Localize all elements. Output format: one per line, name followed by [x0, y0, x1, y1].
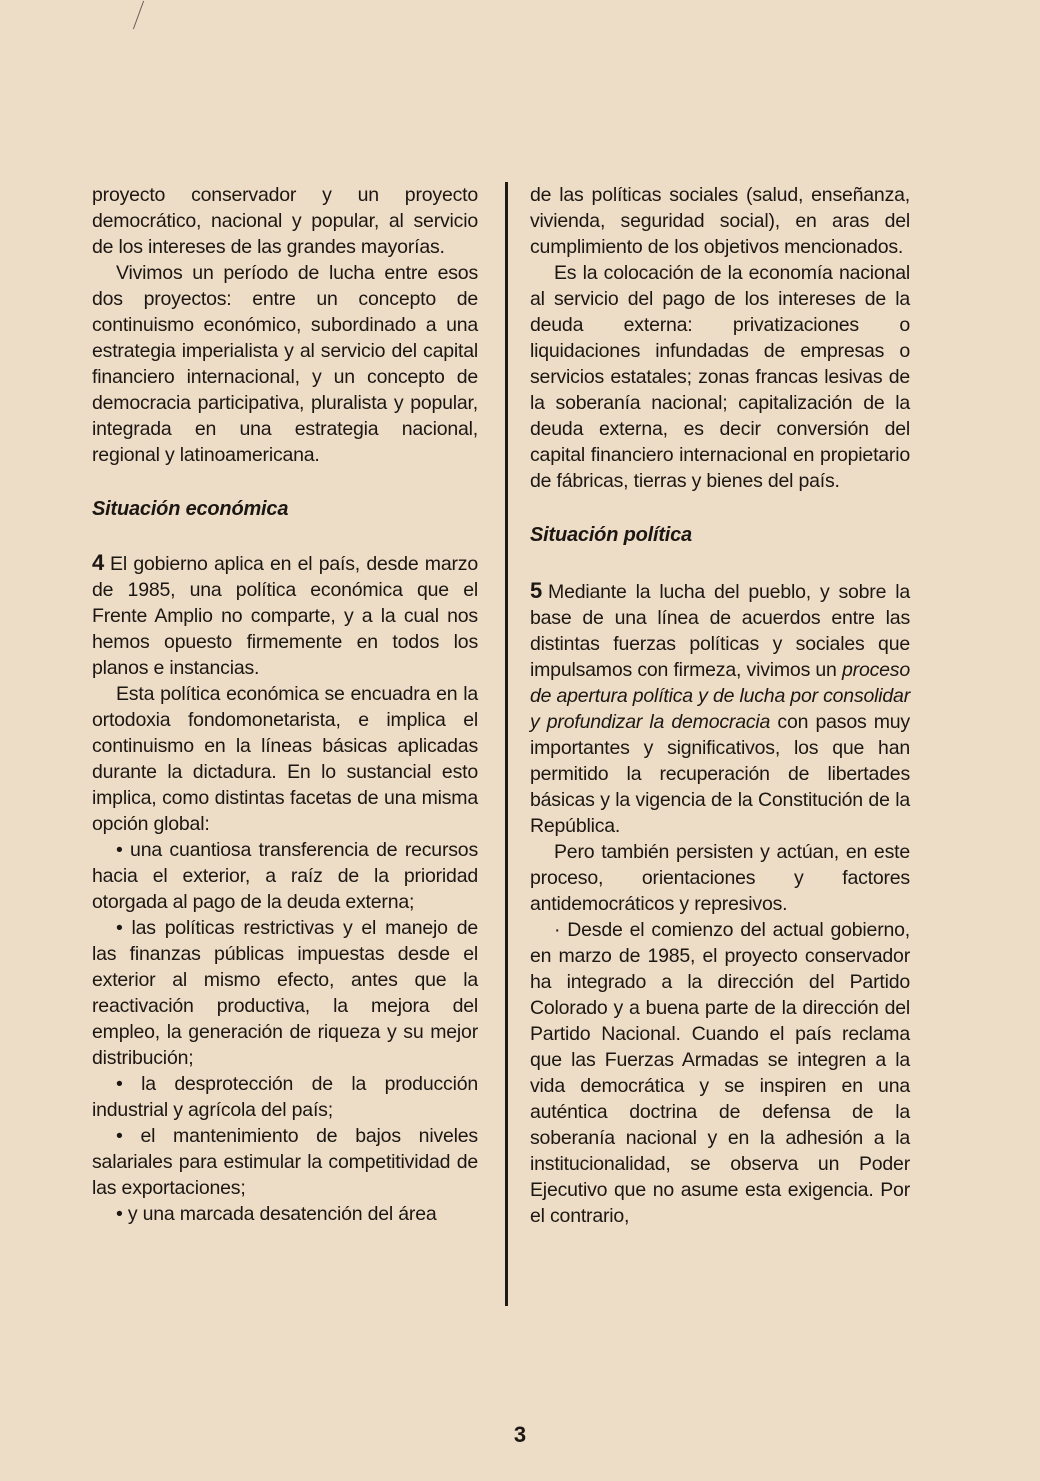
- left-paragraph-3: [92, 550, 478, 681]
- section-number-5: 5: [530, 578, 543, 603]
- right-paragraph-3-italic: proceso de apertura política y de lucha por consolidar y profundizar la democracia: [530, 659, 911, 733]
- pen-mark: [133, 1, 144, 30]
- right-paragraph-3-text-b: con pasos muy importantes y significativos, los que han permitido la recuperación de libertades básicas y la vigencia de la Constitución de la República.: [530, 711, 910, 837]
- right-column: [530, 182, 910, 1229]
- bullet-item-2: • las políticas restrictivas y el manejo de las finanzas públicas impuestas desde el exterior al mismo efecto, antes que la reactivación productiva, la mejora del empleo, la generación de riqueza y su mejor distribución;: [92, 917, 478, 1069]
- bullet-item-5: • y una marcada desatención del área: [116, 1203, 437, 1225]
- section-heading-political: Situación política: [530, 524, 692, 546]
- left-paragraph-4: Esta política económica se encuadra en la ortodoxia fondomonetarista, e implica el continuismo en la líneas básicas aplicadas durante la dictadura. En lo sustancial esto implica, como distintas facetas de una misma opción global:: [92, 683, 478, 835]
- column-divider: [505, 182, 508, 1306]
- right-paragraph-1: de las políticas sociales (salud, enseñanza, vivienda, seguridad social), en aras del cumplimiento de los objetivos mencionados.: [530, 184, 910, 258]
- bullet-item-3: • la desprotección de la producción industrial y agrícola del país;: [92, 1073, 478, 1121]
- right-paragraph-2: Es la colocación de la economía nacional al servicio del pago de los intereses de la deuda externa: privatizaciones o liquidaciones infundadas de empresas o servicios estatales; zonas francas lesivas de la soberanía nacional; capitalización de la deuda externa, es decir conversión del capital financiero internacional en propietario de fábricas, tierras y bienes del país.: [530, 262, 910, 492]
- right-paragraph-5: · Desde el comienzo del actual gobierno, en marzo de 1985, el proyecto conservador ha integrado a la dirección del Partido Colorado y a buena parte de la dirección del Partido Nacional. Cuando el país reclama que las Fuerzas Armadas se integren a la vida democrática y se inspiren en una auténtica doctrina de defensa de la soberanía nacional y en la adhesión a la institucionalidad, se observa un Poder Ejecutivo que no asume esta exigencia. Por el contrario,: [530, 919, 910, 1227]
- bullet-item-1: • una cuantiosa transferencia de recursos hacia el exterior, a raíz de la prioridad otorgada al pago de la deuda externa;: [92, 839, 478, 913]
- bullet-item-4: • el mantenimiento de bajos niveles salariales para estimular la competitividad de las exportaciones;: [92, 1125, 478, 1199]
- right-paragraph-3-text-a: Mediante la lucha del pueblo, y sobre la base de una línea de acuerdos entre las distintas fuerzas políticas y sociales que impulsamos con firmeza, vivimos un: [530, 581, 910, 681]
- section-number-4: 4: [92, 550, 105, 575]
- page-number: 3: [513, 1422, 527, 1447]
- left-paragraph-2: Vivimos un período de lucha entre esos dos proyectos: entre un concepto de continuismo económico, subordinado a una estrategia imperialista y al servicio del capital financiero internacional, y un concepto de democracia participativa, pluralista y popular, integrada en una estrategia nacional, regional y latinoamericana.: [92, 262, 478, 466]
- section-heading-economic: Situación económica: [92, 498, 289, 520]
- right-paragraph-4: Pero también persisten y actúan, en este proceso, orientaciones y factores antidemocráticos y represivos.: [530, 841, 910, 915]
- right-paragraph-3: [530, 578, 910, 839]
- left-column: [92, 182, 478, 1227]
- left-paragraph-1: proyecto conservador y un proyecto democrático, nacional y popular, al servicio de los intereses de las grandes mayorías.: [92, 184, 478, 258]
- left-paragraph-3-text: El gobierno aplica en el país, desde marzo de 1985, una política económica que el Frente Amplio no comparte, y a la cual nos hemos opuesto firmemente en todos los planos e instancias.: [92, 553, 478, 679]
